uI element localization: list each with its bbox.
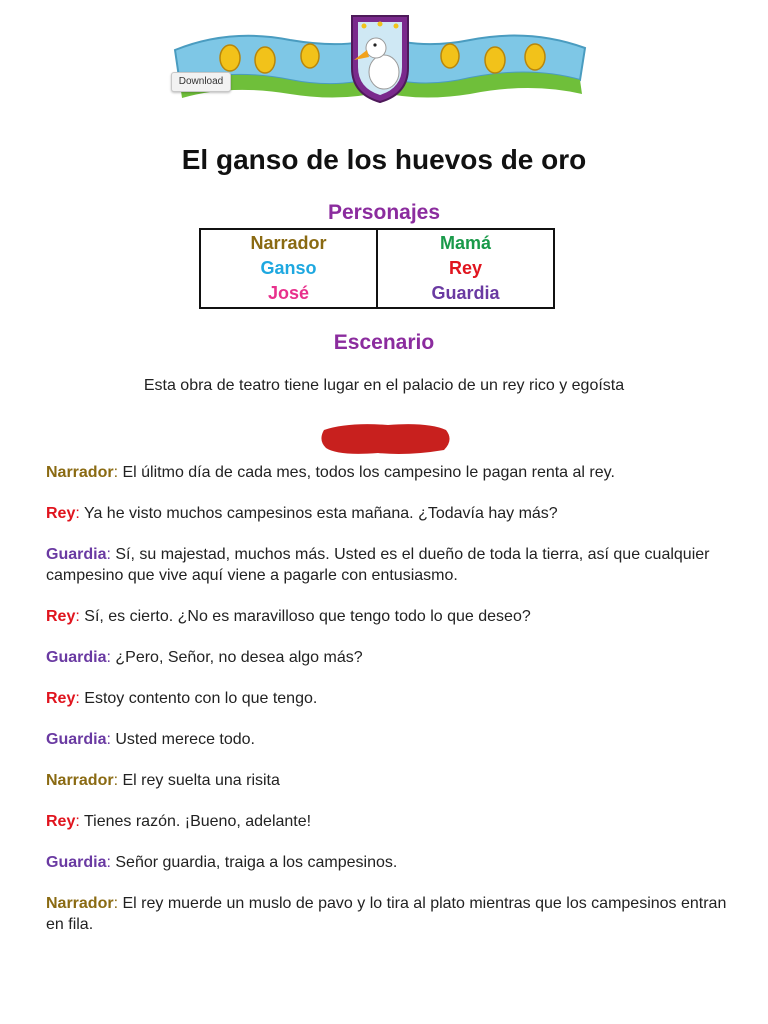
setting-text: Esta obra de teatro tiene lugar en el palacio de un rey rico y egoísta [143,377,625,394]
dialogue [46,462,736,955]
line-text: Tienes razón. ¡Bueno, adelante! [83,813,312,830]
golden-egg-icon [301,44,319,68]
dialogue-line: Guardia: ¿Pero, Señor, no desea algo más? [46,649,363,666]
speaker-label: Guardia [46,731,107,748]
line-text: El úlitmo día de cada mes, todos los campesino le pagan renta al rey. [122,464,615,481]
golden-egg-icon [441,44,459,68]
golden-egg-icon [220,45,240,71]
line-text: El rey suelta una risita [122,772,280,789]
character-narrador: Narrador [250,233,327,253]
line-text: Señor guardia, traiga a los campesinos. [115,854,398,871]
speaker-label: Rey [46,690,76,707]
dialogue-line: Rey: Estoy contento con lo que tengo. [46,690,318,707]
character-guardia: Guardia [431,283,500,303]
speaker-label: Narrador [46,464,114,481]
dialogue-line: Narrador: El rey muerde un muslo de pavo y lo tira al plato mientras que los campesinos entran en fila. [46,895,727,933]
dialogue-line: Guardia: Sí, su majestad, muchos más. Usted es el dueño de toda la tierra, así que cualquier campesino que vive aquí viene a pagarle con entusiasmo. [46,546,710,584]
speaker-label: Guardia [46,546,107,563]
line-text: Ya he visto muchos campesinos esta mañana. ¿Todavía hay más? [83,505,558,522]
dialogue-line: Guardia: Usted merece todo. [46,731,255,748]
speaker-label: Narrador [46,772,114,789]
characters-table [199,228,555,309]
dialogue-line: Narrador: El úlitmo día de cada mes, todos los campesino le pagan renta al rey. [46,464,615,481]
golden-egg-icon [485,47,505,73]
character-mama: Mamá [439,233,492,253]
dialogue-line: Rey: Ya he visto muchos campesinos esta mañana. ¿Todavía hay más? [46,505,558,522]
download-button[interactable]: Download [171,72,231,92]
dialogue-line: Rey: Tienes razón. ¡Bueno, adelante! [46,813,312,830]
character-jose: José [267,283,310,303]
character-ganso: Ganso [260,258,317,278]
speaker-label: Guardia [46,854,107,871]
golden-egg-icon [525,44,545,70]
character-rey: Rey [448,258,483,278]
characters-column-right [376,230,553,307]
line-text: El rey muerde un muslo de pavo y lo tira al plato mientras que los campesinos entran en fila. [46,895,727,933]
dialogue-line: Rey: Sí, es cierto. ¿No es maravilloso que tengo todo lo que deseo? [46,608,531,625]
speaker-label: Rey [46,608,76,625]
line-text: Estoy contento con lo que tengo. [84,690,318,707]
line-text: ¿Pero, Señor, no desea algo más? [115,649,363,666]
banner-illustration [170,10,590,105]
characters-column-left [201,230,376,307]
redaction-mark [318,418,454,458]
line-text: Usted merece todo. [115,731,255,748]
characters-heading: Personajes [327,201,441,224]
golden-egg-icon [255,47,275,73]
dialogue-line: Narrador: El rey suelta una risita [46,772,280,789]
speaker-label: Narrador [46,895,114,912]
dialogue-line: Guardia: Señor guardia, traiga a los campesinos. [46,854,398,871]
speaker-label: Rey [46,505,76,522]
speaker-label: Rey [46,813,76,830]
line-text: Sí, su majestad, muchos más. Usted es el dueño de toda la tierra, así que cualquier campesino que vive aquí viene a pagarle con entusiasmo. [46,546,710,584]
setting-heading: Escenario [333,331,435,354]
line-text: Sí, es cierto. ¿No es maravilloso que tengo todo lo que deseo? [84,608,531,625]
speaker-label: Guardia [46,649,107,666]
page-title: El ganso de los huevos de oro [181,144,587,175]
